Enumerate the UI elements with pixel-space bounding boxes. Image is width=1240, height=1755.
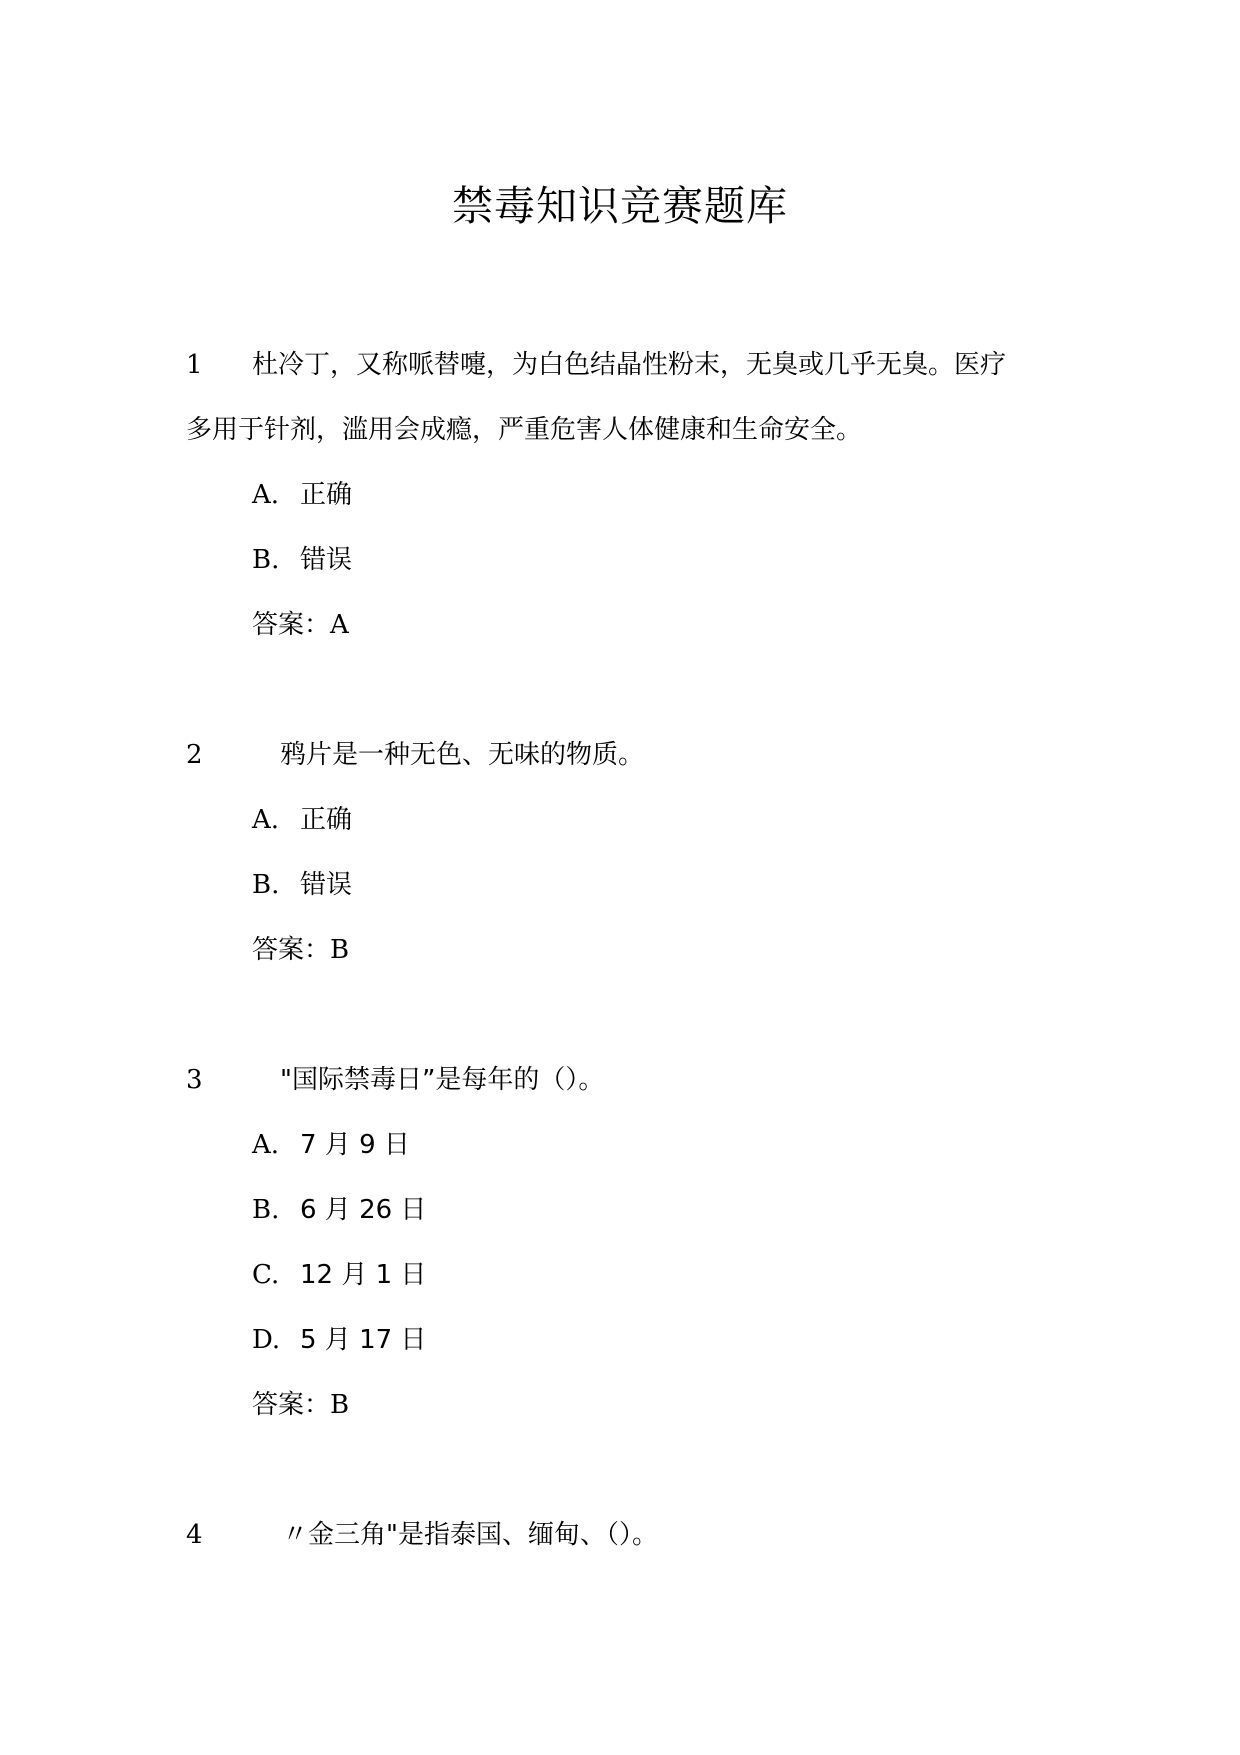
option-text: 12 月 1 日 <box>300 1260 427 1290</box>
question-text: 鸦片是一种无色、无味的物质。 <box>280 740 645 770</box>
option-a <box>252 477 352 513</box>
option-b <box>252 867 352 903</box>
answer-label: 答案： <box>252 610 331 640</box>
option-letter: A. <box>252 805 280 835</box>
question-number: 1 <box>186 350 203 380</box>
option-b <box>252 1192 426 1228</box>
option-a <box>252 1127 410 1163</box>
option-letter: C. <box>252 1260 280 1290</box>
option-text: 正确 <box>300 480 353 510</box>
answer-line <box>252 932 349 968</box>
question-text-continued: 多用于针剂，滥用会成瘾，严重危害人体健康和生命安全。 <box>186 415 863 445</box>
answer-label: 答案： <box>252 1390 331 1420</box>
option-letter: B. <box>252 870 280 900</box>
option-text: 错误 <box>300 870 353 900</box>
question-text: "国际禁毒日”是每年的（）。 <box>280 1065 605 1095</box>
option-letter: B. <box>252 1195 280 1225</box>
question-text: 〃金三角"是指泰国、缅甸、（）。 <box>282 1520 658 1550</box>
answer-line <box>252 1387 349 1423</box>
option-text: 5 月 17 日 <box>300 1325 427 1355</box>
question-number: 3 <box>186 1065 203 1095</box>
answer-line <box>252 607 349 643</box>
answer-value: A <box>330 610 349 640</box>
option-text: 错误 <box>300 545 353 575</box>
answer-value: B <box>330 935 350 965</box>
option-text: 正确 <box>300 805 353 835</box>
option-d <box>252 1322 426 1358</box>
answer-label: 答案： <box>252 935 331 965</box>
option-letter: A. <box>252 480 280 510</box>
answer-value: B <box>330 1390 350 1420</box>
page-title: 禁毒知识竞赛题库 <box>452 182 788 230</box>
question-text: 杜冷丁，又称哌替嚏，为白色结晶性粉末，无臭或几乎无臭。医疗 <box>252 350 1007 380</box>
question-number: 2 <box>186 740 203 770</box>
question-number: 4 <box>186 1520 203 1550</box>
option-letter: D. <box>252 1325 281 1355</box>
option-text: 6 月 26 日 <box>300 1195 427 1225</box>
option-a <box>252 802 352 838</box>
option-text: 7 月 9 日 <box>300 1130 410 1160</box>
option-c <box>252 1257 426 1293</box>
option-b <box>252 542 352 578</box>
option-letter: A. <box>252 1130 280 1160</box>
option-letter: B. <box>252 545 280 575</box>
